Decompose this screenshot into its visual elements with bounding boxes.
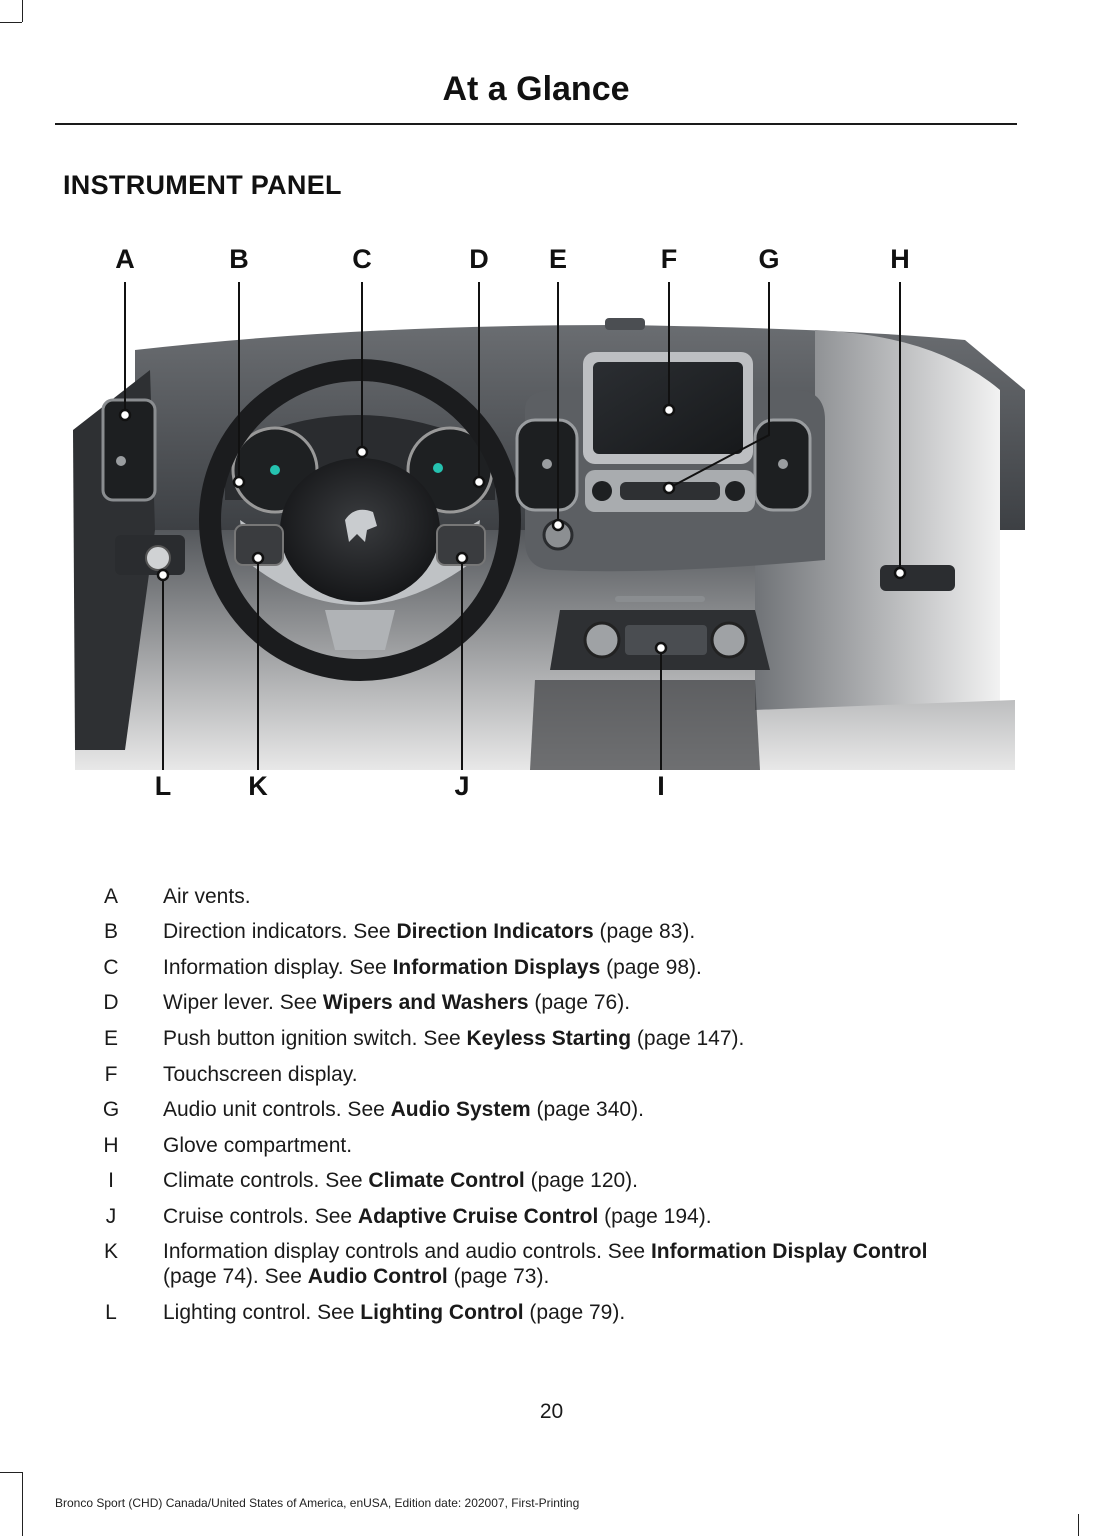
legend-description: Wiper lever. See Wipers and Washers (page 76). [163, 991, 631, 1014]
legend-description: Audio unit controls. See Audio System (page 340). [163, 1098, 644, 1121]
callout-label-e: E [548, 244, 568, 274]
cross-reference-link[interactable]: Audio System [390, 1098, 531, 1121]
lighting-knob [146, 546, 170, 570]
center-console [530, 680, 760, 770]
cross-reference-link[interactable]: Climate Control [368, 1169, 525, 1192]
cross-reference-link[interactable]: Information Display Control [650, 1240, 928, 1263]
legend-description: Touchscreen display. [163, 1063, 358, 1086]
legend-letter: K [103, 1240, 118, 1263]
legend-description: Information display. See Information Displays (page 98). [163, 956, 702, 979]
section-title: INSTRUMENT PANEL [63, 170, 342, 200]
steering-wheel-lower-spoke [325, 610, 395, 650]
callout-label-f: F [660, 244, 678, 274]
legend-letter: L [105, 1301, 117, 1324]
legend-description: Glove compartment. [163, 1134, 353, 1157]
vent-knob [542, 459, 552, 469]
legend-letter: E [103, 1027, 118, 1050]
cross-reference-link[interactable]: Wipers and Washers [322, 991, 529, 1014]
header-divider [55, 123, 1017, 125]
instrument-panel-illustration [55, 230, 1035, 810]
left-gauge-needle-hub [270, 465, 280, 475]
defroster [605, 318, 645, 330]
legend-letter: J [105, 1205, 117, 1228]
callout-label-k: K [248, 771, 268, 801]
cross-reference-link[interactable]: Direction Indicators [396, 920, 594, 943]
audio-volume-knob [592, 481, 612, 501]
page-title: At a Glance [442, 70, 630, 108]
crop-mark [1078, 1514, 1079, 1536]
crop-mark [22, 1472, 23, 1536]
legend-letter: B [103, 920, 118, 943]
legend-letter: A [103, 885, 118, 908]
legend-description: Direction indicators. See Direction Indicators (page 83). [163, 920, 696, 943]
cross-reference-link[interactable]: Adaptive Cruise Control [357, 1205, 599, 1228]
right-gauge-needle-hub [433, 463, 443, 473]
hazard-strip [615, 596, 705, 602]
crop-mark [0, 22, 22, 23]
edition-footer: Bronco Sport (CHD) Canada/United States of America, enUSA, Edition date: 202007, First-Printing [55, 1496, 580, 1510]
callout-label-c: C [352, 244, 372, 274]
cross-reference-link[interactable]: Lighting Control [360, 1301, 524, 1324]
crop-mark [0, 1472, 22, 1473]
callout-label-h: H [890, 244, 910, 274]
instrument-panel-figure [55, 230, 1035, 810]
legend-description: Climate controls. See Climate Control (page 120). [163, 1169, 639, 1192]
audio-tune-knob [725, 481, 745, 501]
legend-letter: F [104, 1063, 118, 1086]
legend-letter: H [103, 1134, 119, 1157]
cross-reference-link[interactable]: Audio Control [307, 1265, 448, 1288]
vent-knob [116, 456, 126, 466]
legend-description: Air vents. [163, 885, 251, 908]
callout-label-d: D [469, 244, 489, 274]
callout-label-j: J [454, 771, 470, 801]
legend-letter: G [102, 1098, 120, 1121]
legend-letter: C [103, 956, 119, 979]
legend-description: Push button ignition switch. See Keyless Starting (page 147). [163, 1027, 745, 1050]
callout-label-b: B [229, 244, 249, 274]
callout-label-l: L [154, 771, 172, 801]
legend-letter: D [103, 991, 119, 1014]
legend-description: Lighting control. See Lighting Control (page 79). [163, 1301, 626, 1324]
glove-compartment-handle [880, 565, 955, 591]
page-number: 20 [539, 1400, 564, 1423]
callout-label-a: A [115, 244, 135, 274]
cross-reference-link[interactable]: Keyless Starting [466, 1027, 632, 1050]
callout-label-i: I [657, 771, 665, 801]
legend-letter: I [108, 1169, 114, 1192]
callout-label-g: G [758, 244, 780, 274]
legend-description: Cruise controls. See Adaptive Cruise Control (page 194). [163, 1205, 712, 1228]
cross-reference-link[interactable]: Information Displays [392, 956, 601, 979]
crop-mark [22, 0, 23, 22]
climate-right-knob [712, 623, 746, 657]
vent-knob [778, 459, 788, 469]
climate-left-knob [585, 623, 619, 657]
legend-description: Information display controls and audio controls. See Information Display Control (page 74). See Audio Control (page 73). [163, 1240, 928, 1288]
